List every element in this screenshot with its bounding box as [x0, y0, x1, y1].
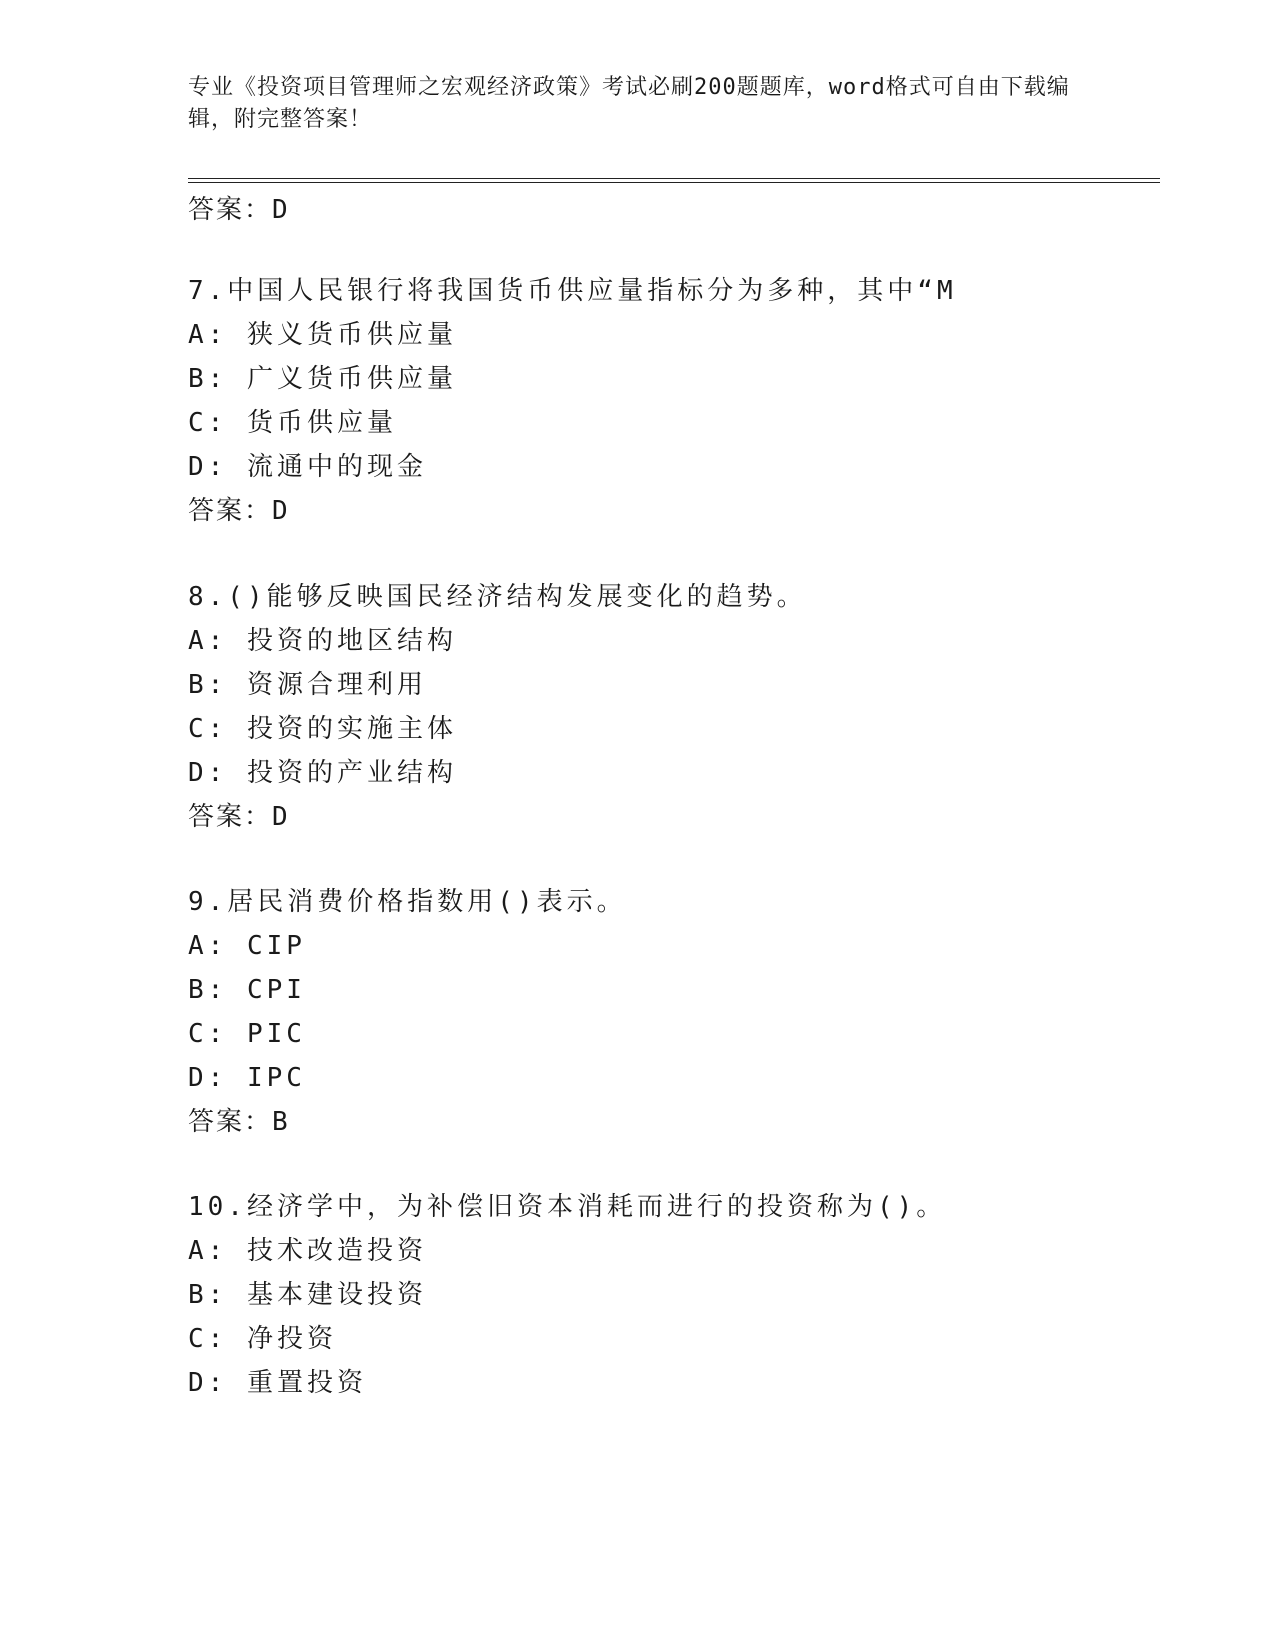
option-line: D: 重置投资 — [188, 1368, 367, 1398]
answer-line: 答案：D — [188, 802, 290, 832]
answer-line: 答案：D — [188, 496, 290, 526]
answer-line: 答案：B — [188, 1107, 290, 1137]
question-10: 10.经济学中，为补偿旧资本消耗而进行的投资称为()。 — [188, 1192, 947, 1222]
option-line: D: 流通中的现金 — [188, 452, 427, 482]
option-line: D: IPC — [188, 1063, 306, 1093]
option-line: C: 货币供应量 — [188, 408, 397, 438]
header-divider — [188, 178, 1160, 183]
document-header: 专业《投资项目管理师之宏观经济政策》考试必刷200题题库，word格式可自由下载编辑，附完整答案！ — [188, 75, 1070, 132]
option-line: A: 投资的地区结构 — [188, 626, 457, 656]
answer-line: 答案：D — [188, 195, 290, 225]
option-line: A: CIP — [188, 931, 306, 961]
option-line: A: 技术改造投资 — [188, 1236, 427, 1266]
option-line: C: 净投资 — [188, 1324, 337, 1354]
question-8: 8.()能够反映国民经济结构发展变化的趋势。 — [188, 582, 807, 612]
option-line: D: 投资的产业结构 — [188, 758, 457, 788]
option-line: A: 狭义货币供应量 — [188, 320, 457, 350]
option-line: B: 资源合理利用 — [188, 670, 427, 700]
question-7: 7.中国人民银行将我国货币供应量指标分为多种，其中“M — [188, 276, 957, 306]
option-line: B: CPI — [188, 975, 306, 1005]
option-line: C: PIC — [188, 1019, 306, 1049]
option-line: C: 投资的实施主体 — [188, 714, 457, 744]
option-line: B: 基本建设投资 — [188, 1280, 427, 1310]
question-9: 9.居民消费价格指数用()表示。 — [188, 887, 627, 917]
option-line: B: 广义货币供应量 — [188, 364, 457, 394]
